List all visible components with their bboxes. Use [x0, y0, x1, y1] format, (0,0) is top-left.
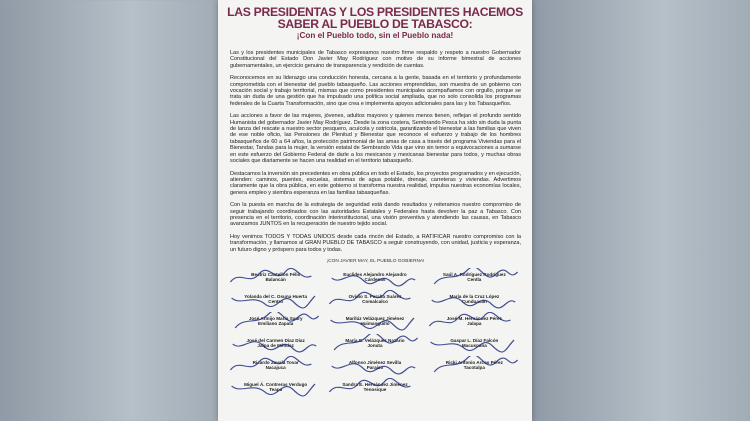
signatory-municipality: Balancán — [265, 277, 286, 283]
signature-block — [327, 294, 422, 310]
signatory-municipality: Macuspana — [461, 343, 487, 349]
title-line-1: LAS PRESIDENTAS Y LOS PRESIDENTES HACEMOS — [227, 5, 523, 19]
signatory-municipality: Huimanguillo — [360, 321, 390, 327]
signature-block — [427, 360, 522, 376]
signatory-name: Beatriz Castellón Félix — [251, 271, 301, 277]
paragraph-2: Reconocemos en su liderazgo una conducción honesta, cercana a la gente, basada en el territorio y profundamente comprometida con el bienestar del pueblo tabasqueño. Las acciones emprendidas, son muestra de un gobierno con vocación social y trabajo territorial, mismas que como presidentes municipales acompañamos con orgullo, porque se trata sin duda de una gestión que ha impulsado una política social ampliada, que no solo consolida los programas federales de la Cuarta Transformación, sino que crea e implementa apoyos adicionales para las y los Tabasqueños. — [230, 75, 521, 107]
signatory-name: María G. Velázquez Nazario — [345, 337, 405, 343]
signature-block — [427, 272, 522, 288]
document-subtitle: ¡Con el Pueblo todo, sin el Pueblo nada! — [296, 31, 454, 40]
signatory-municipality: Jalpa de Méndez — [257, 343, 294, 349]
signatory-municipality: Cárdenas — [364, 277, 386, 283]
signature-block — [228, 360, 323, 376]
signatory-name: José del Carmen Díaz Díaz — [246, 337, 305, 343]
paragraph-4: Destacamos la inversión sin precedentes en obra pública en todo el Estado, los proyectos programados y en ejecución, atienden: caminos, puentes, escuelas, sistemas de agua potable, drenaje, carreteras y viviendas. Advertimos claramente que la obra pública, en este gobierno si transforma nuestra realidad, impulsa nuestras economías locales, genera empleo y siembra esperanza en las familias tabasqueñas. — [230, 170, 521, 196]
paragraph-5: Con la puesta en marcha de la estrategia de seguridad está dando resultados y reiteramos nuestro compromiso de seguir trabajando coordinados con las autoridades Estatales y Federales hasta devolver la paz a Tabasco. Con presencia en el territorio, coordinación interinstitucional, una visión preventiva y atendiendo las causas, en Tabasco avanzamos JUNTOS en la recuperación de nuestro tejido social. — [230, 202, 521, 228]
signatory-name: Ricki Antonio Arcos Pérez — [445, 359, 503, 365]
signatory-municipality: Cunduacán — [461, 299, 487, 305]
signatures-grid — [218, 272, 532, 398]
paragraph-1: Las y los presidentes municipales de Tabasco expresamos nuestro firme respaldo y respeto a nuestro Gobernador Constitucional del Estado Don Javier May Rodríguez con motivo de su informe bimestral de acciones gubernamentales, un ejercicio genuino de transparencia y rendición de cuentas. — [230, 50, 521, 69]
document-title — [218, 6, 532, 30]
signatory-name: Ovidio S. Peralta Suárez — [348, 293, 402, 299]
title-line-2: SABER AL PUEBLO DE TABASCO: — [277, 17, 473, 31]
signature-block — [228, 382, 323, 398]
signatory-name: Alfonso Jiménez Sevilla — [348, 359, 402, 365]
signatory-name: Yolanda del C. Osuna Huerta — [244, 293, 308, 299]
signature-block — [228, 316, 323, 332]
signatory-name: Saúl A. Rodríguez Rodríguez — [442, 271, 506, 277]
paragraph-6: Hoy venimos TODOS Y TODAS UNIDOS desde cada rincón del Estado, a RATIFICAR nuestro compromiso con la transformación, y llamamos al GRAN PUEBLO DE TABASCO a seguir construyendo, con unidad, justicia y esperanza, un futuro digno y próspero para todos y todas. — [230, 233, 521, 253]
signature-block — [327, 338, 422, 354]
closing-slogan: ¡CON JAVIER MAY, EL PUEBLO GOBIERNA! — [326, 258, 425, 264]
signature-block — [228, 338, 323, 354]
signatory-municipality: Teapa — [269, 387, 283, 393]
document-page — [218, 0, 532, 421]
signature-block — [327, 360, 422, 376]
signatory-name: Miguel Á. Contreras Verdugo — [244, 381, 308, 387]
signatory-municipality: Jalapa — [467, 321, 482, 327]
signatory-name: Sandra E. Hernández Jiménez — [342, 381, 408, 387]
signature-block — [228, 272, 323, 288]
signatory-municipality: Nacajuca — [265, 365, 286, 371]
signatory-name: María de la Cruz López — [449, 293, 500, 299]
signature-block — [327, 382, 422, 398]
signatory-municipality: Paraíso — [366, 365, 384, 371]
signatory-name: José M. Hernández Pérez — [446, 315, 502, 321]
document-body — [218, 50, 532, 264]
blurred-background-right — [532, 0, 750, 421]
paragraph-3: Las acciones a favor de las mujeres, jóvenes, adultos mayores y quienes menos tienen, reflejan el profundo sentido Humanista del gobernador Javier May Rodríguez. Desde la zona costera, Sembrando Pesca ha sido sin duda la punta de lanza del rescate a nuestro sector pesquero, acuícola y ostrícola, garantizando el bienestar a las familias que viven de ese noble oficio, las Pensiones de Plenitud y Bienestar que reconoce el esfuerzo y trabajo de los hombres tabasqueños de 60 a 64 años, la protección patrimonial de las amas de casa a través del programa Viviendas para el Bienestar, Tandas para la mujer, la versión estatal de Sembrando Vida que vino sin temor a equivocaciones a sumarse en este esfuerzo del Gobierno Federal de darle a los mexicanos y mexicanas bienestar para todos, y muchas obras sociales que diariamente se hacen una realidad en el territorio tabasqueño. — [230, 113, 521, 165]
signature-block — [327, 272, 422, 288]
signatory-municipality: Comalcalco — [362, 299, 388, 305]
signatory-municipality: Jonuta — [367, 343, 383, 349]
signatory-municipality: Emiliano Zapata — [258, 321, 294, 327]
signature-block — [427, 294, 522, 310]
signature-block — [327, 316, 422, 332]
signatory-name: Euclides Alejandro Alejandro — [343, 271, 407, 277]
signatory-municipality: Tacotalpa — [463, 365, 485, 371]
signatory-municipality: Tenosique — [363, 387, 387, 393]
signatory-name: José Armijo Marín Saury — [248, 315, 303, 321]
signatory-municipality: Centro — [268, 299, 284, 305]
signature-block — [228, 294, 323, 310]
signatory-municipality: Centla — [467, 277, 482, 283]
signatory-name: Marilúz Velázquez Jiménez — [345, 315, 405, 321]
signatory-name: Ricardo Zavala Tovar — [252, 359, 299, 365]
signature-block — [427, 338, 522, 354]
signatory-name: Gaspar L. Díaz Falcón — [450, 337, 499, 343]
blurred-background-left — [0, 0, 218, 421]
signature-block — [427, 316, 522, 332]
